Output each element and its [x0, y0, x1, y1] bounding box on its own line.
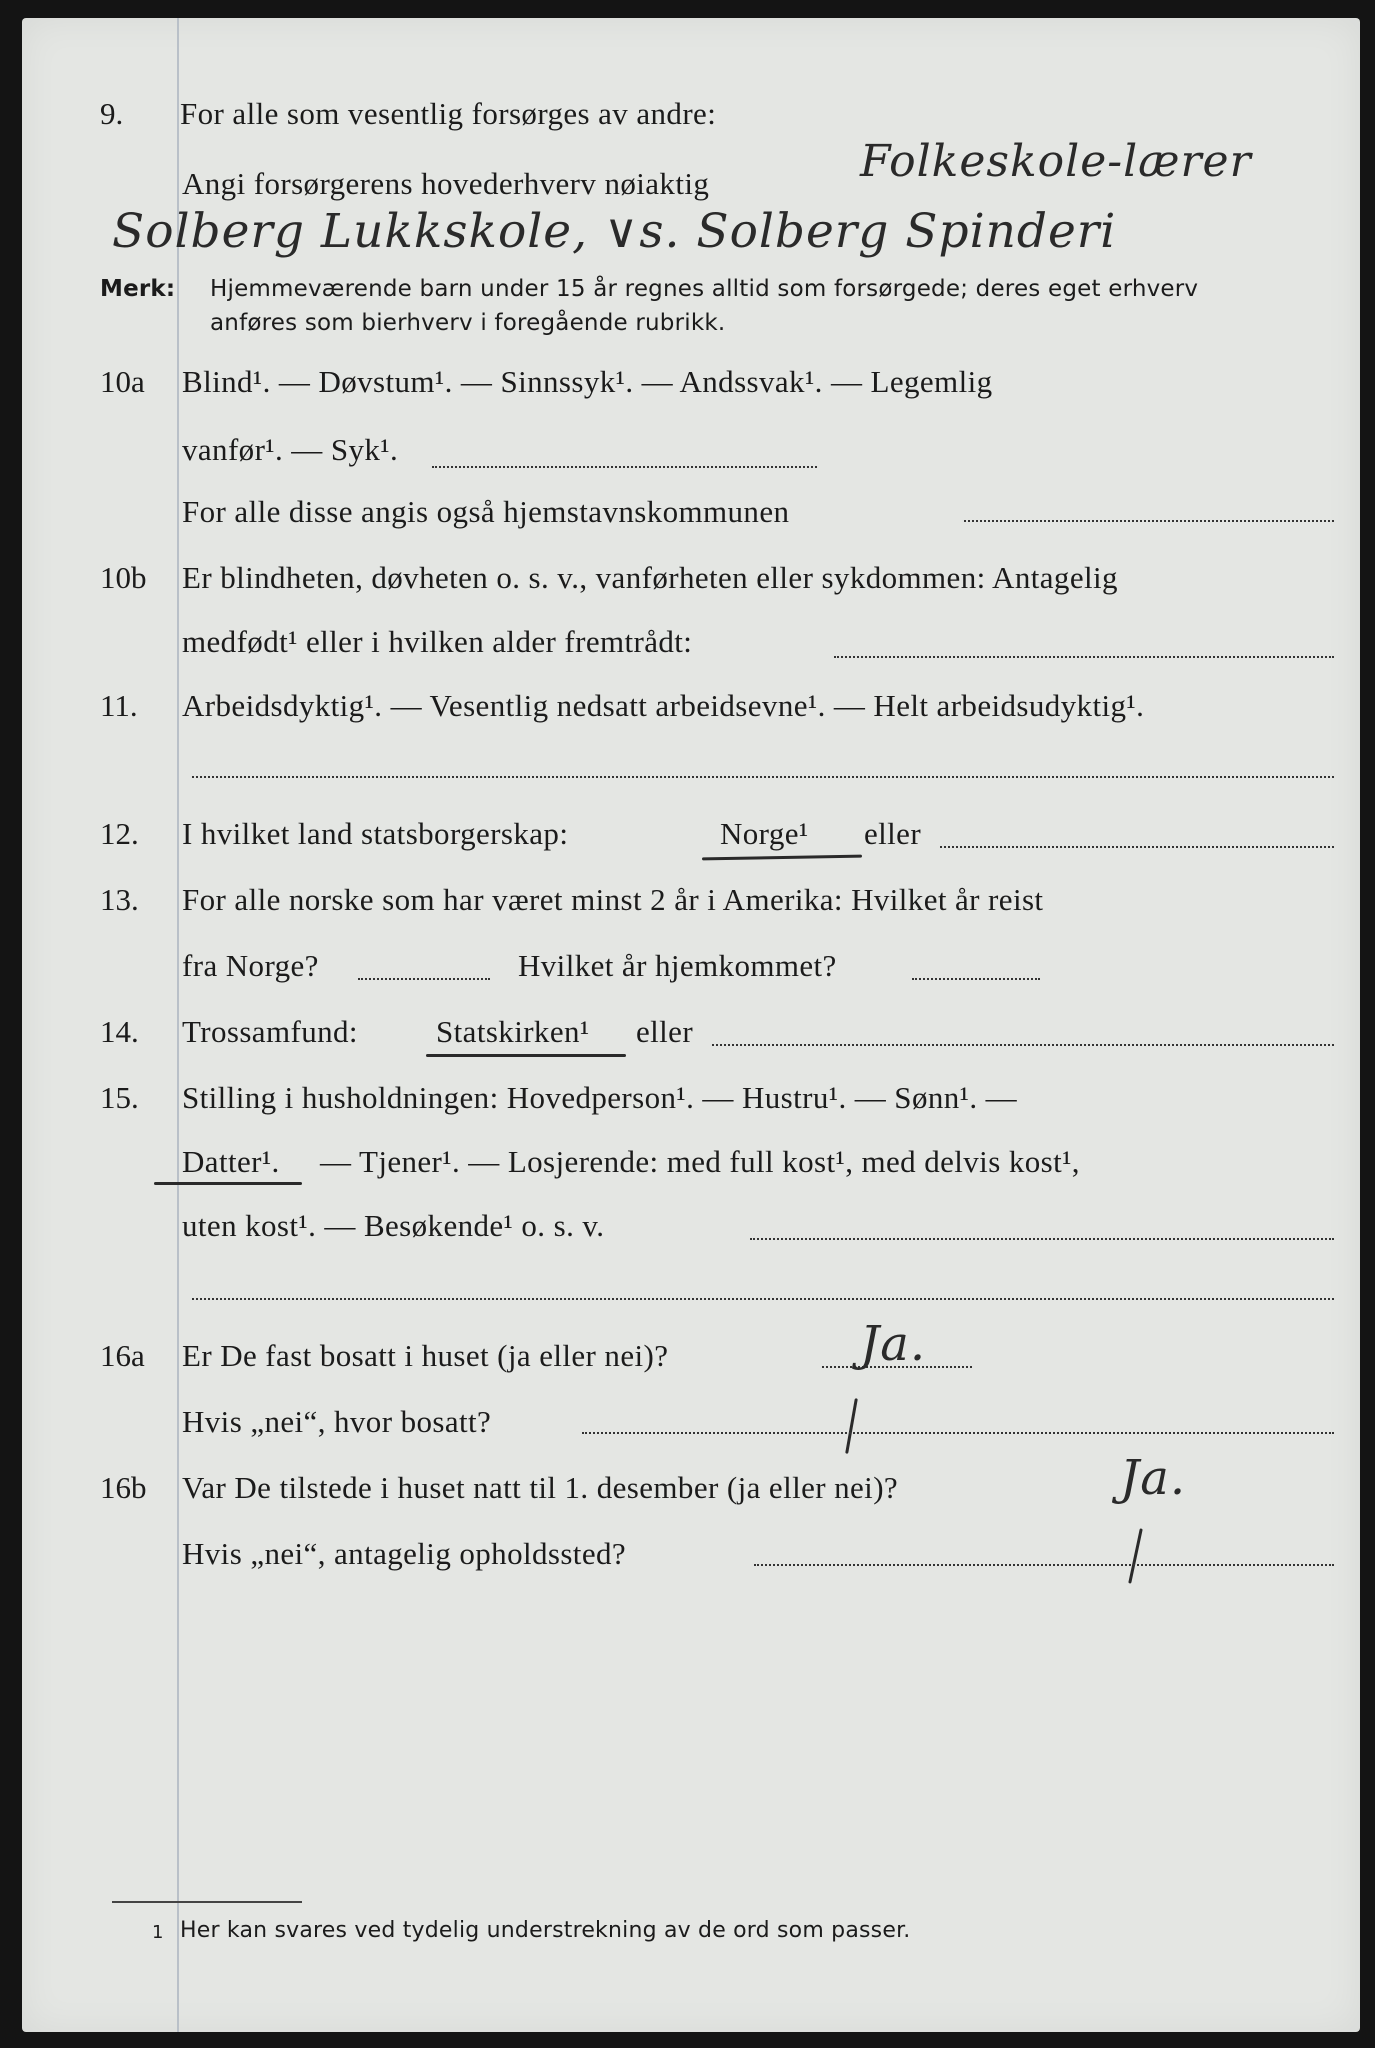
q11-line1: Arbeidsdyktig¹. — Vesentlig nedsatt arbeidsevne¹. — Helt arbeidsudyktig¹.: [182, 688, 1145, 723]
q13-number: 13.: [100, 882, 139, 917]
q14-number: 14.: [100, 1014, 139, 1049]
q11-fill-line: [192, 776, 1334, 778]
q10b-fill-line: [834, 656, 1334, 658]
footnote-text: Her kan svares ved tydelig understrekning av de ord som passer.: [180, 1918, 911, 1943]
q14-option-statskirken: Statskirken¹: [436, 1014, 590, 1049]
q15-line1: Stilling i husholdningen: Hovedperson¹. — Hustru¹. — Sønn¹. —: [182, 1080, 1018, 1115]
q13-line2-suffix: Hvilket år hjemkommet?: [518, 948, 837, 983]
q15-fill-line-extra: [192, 1298, 1334, 1300]
q16b-number: 16b: [100, 1470, 147, 1505]
q15-line3: uten kost¹. — Besøkende¹ o. s. v.: [182, 1208, 605, 1243]
q9-number: 9.: [100, 96, 124, 131]
q9-line1: For alle som vesentlig forsørges av andre:: [180, 96, 717, 131]
q15-line2-rest: — Tjener¹. — Losjerende: med full kost¹, med delvis kost¹,: [320, 1144, 1080, 1179]
q10b-line2: medfødt¹ eller i hvilken alder fremtrådt:: [182, 624, 693, 659]
q14-handwritten-underline: [426, 1054, 626, 1057]
q14-prefix: Trossamfund:: [182, 1014, 358, 1049]
q16a-line2: Hvis „nei“, hvor bosatt?: [182, 1404, 492, 1439]
q13-year-returned-fill-line: [912, 978, 1040, 980]
q14-fill-line: [712, 1044, 1334, 1046]
q15-handwritten-underline: [154, 1182, 302, 1185]
q16a-handwritten-answer: Ja.: [860, 1316, 927, 1372]
q10a-line1: Blind¹. — Døvstum¹. — Sinnssyk¹. — Andssvak¹. — Legemlig: [182, 364, 993, 399]
q10a-line2: vanfør¹. — Syk¹.: [182, 432, 399, 467]
q12-handwritten-underline: [702, 855, 862, 861]
q16b-line1: Var De tilstede i huset natt til 1. desember (ja eller nei)?: [182, 1470, 899, 1505]
q13-year-left-fill-line: [358, 978, 490, 980]
q12-suffix: eller: [864, 816, 922, 851]
q10a-number: 10a: [100, 364, 145, 399]
q16a-handwritten-stroke: [845, 1398, 858, 1454]
q16b-line2: Hvis „nei“, antagelig opholdssted?: [182, 1536, 627, 1571]
form-page: [22, 18, 1360, 2032]
q12-option-norge: Norge¹: [720, 816, 809, 851]
q13-line2-prefix: fra Norge?: [182, 948, 319, 983]
q16a-number: 16a: [100, 1338, 145, 1373]
q10b-number: 10b: [100, 560, 147, 595]
q12-prefix: I hvilket land statsborgerskap:: [182, 816, 569, 851]
q16b-handwritten-answer: Ja.: [1120, 1450, 1187, 1506]
q16a-residence-fill-line: [582, 1432, 1334, 1434]
q10a-hjemstavn-fill-line: [964, 520, 1334, 522]
margin-line: [177, 18, 179, 2032]
q10a-syk-fill-line: [432, 466, 817, 468]
q9-handwritten-occupation: Folkeskole-lærer: [860, 136, 1252, 187]
q9-line2: Angi forsørgerens hovederhverv nøiaktig: [182, 166, 710, 201]
q13-line1: For alle norske som har været minst 2 år i Amerika: Hvilket år reist: [182, 882, 1044, 917]
q15-number: 15.: [100, 1080, 139, 1115]
q15-option-datter: Datter¹.: [182, 1144, 280, 1179]
merk-line2: anføres som bierhverv i foregående rubrikk.: [210, 310, 726, 336]
q9-handwritten-employer: Solberg Lukkskole, ∨s. Solberg Spinderi: [112, 204, 1117, 259]
footnote-rule: [112, 1901, 302, 1903]
q16b-fill-line: [754, 1564, 1334, 1566]
q12-fill-line: [940, 846, 1334, 848]
q15-fill-line: [750, 1238, 1334, 1240]
q10b-line1: Er blindheten, døvheten o. s. v., vanførheten eller sykdommen: Antagelig: [182, 560, 1118, 595]
q16a-line1: Er De fast bosatt i huset (ja eller nei)?: [182, 1338, 669, 1373]
footnote-mark: 1: [152, 1922, 164, 1943]
merk-line1: Hjemmeværende barn under 15 år regnes alltid som forsørgede; deres eget erhverv: [210, 276, 1199, 302]
q10a-line3: For alle disse angis også hjemstavnskommunen: [182, 494, 790, 529]
q14-suffix: eller: [636, 1014, 694, 1049]
merk-label: Merk:: [100, 276, 176, 302]
q16b-handwritten-stroke: [1128, 1528, 1143, 1583]
q12-number: 12.: [100, 816, 139, 851]
q11-number: 11.: [100, 688, 138, 723]
